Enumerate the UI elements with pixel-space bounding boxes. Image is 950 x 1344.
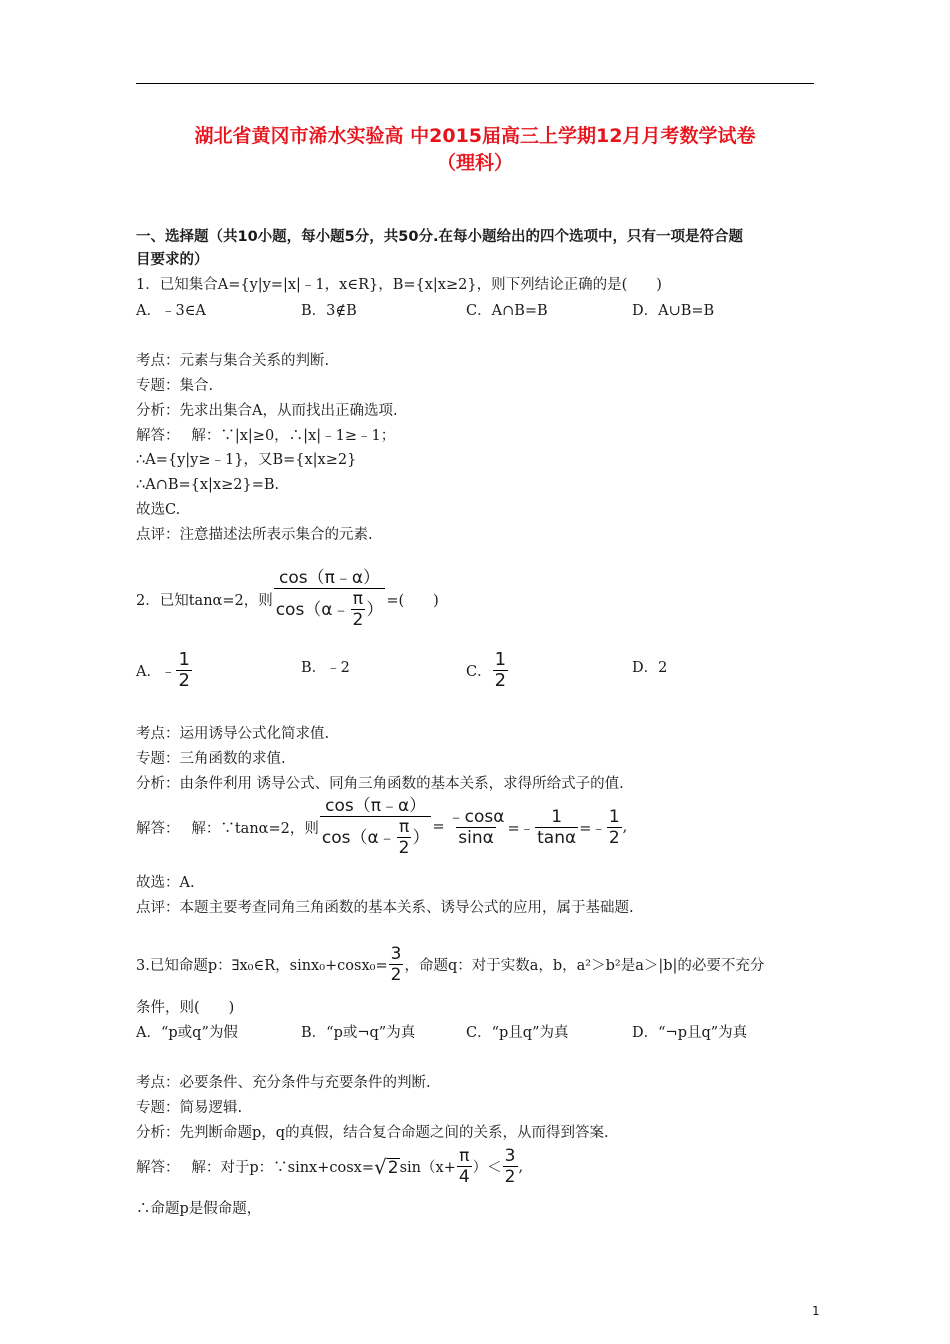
q3-option-a: A．“p或q”为假 xyxy=(136,1025,238,1041)
q2-fraction-numerator: cos（π﹣α） xyxy=(279,568,381,588)
q3-jieda-f1-den: 4 xyxy=(458,1167,470,1187)
q2-stem xyxy=(136,568,439,630)
q1-option-b: B．3∉B xyxy=(301,303,357,319)
q2-jieda-f2-den: sinα xyxy=(458,827,494,848)
q2-jieda-f4-den: 2 xyxy=(608,827,620,848)
q1-zhuanti: 专题：集合. xyxy=(136,378,214,394)
q3-jieda xyxy=(136,1146,523,1187)
q1-comment: 点评：注意描述法所表示集合的元素. xyxy=(136,527,373,543)
q2-jieda-prefix: 解答： 解：∵tanα=2，则 xyxy=(136,820,319,837)
q3-kaodian: 考点：必要条件、充分条件与充要条件的判断. xyxy=(136,1075,431,1091)
q2-jieda-f1-num: cos（π﹣α） xyxy=(325,796,427,816)
q2-option-c-fraction xyxy=(493,650,508,691)
q3-fenxi: 分析：先判断命题p，q的真假，结合复合命题之间的关系，从而得到答案. xyxy=(136,1125,609,1141)
q1-stem: 1．已知集合A={y|y=|x|﹣1，x∈R}，B={x|x≥2}，则下列结论正确的是( ) xyxy=(136,277,662,293)
section-heading-cont: 目要求的） xyxy=(136,252,209,268)
q2-option-a-fraction xyxy=(176,650,191,691)
q3-jieda-lt: ）＜ xyxy=(472,1160,502,1176)
q2-jieda-f1-den-suffix: ） xyxy=(412,827,430,848)
title-line-1: 湖北省黄冈市浠水实验高 中2015届高三上学期12月月考数学试卷 xyxy=(194,125,756,147)
q3-jieda-prefix: 解答： 解：对于p：∵sinx+cosx= xyxy=(136,1160,375,1176)
q1-jieda-line2: ∴A={y|y≥﹣1}，又B={x|x≥2} xyxy=(136,452,357,468)
q1-option-a: A．﹣3∈A xyxy=(136,303,206,319)
q3-stem-frac-den: 2 xyxy=(390,965,402,985)
q1-option-d: D．A∪B=B xyxy=(632,303,715,319)
q3-stem-prefix: 3.已知命题p：∃x₀∈R，sinx₀+cosx₀= xyxy=(136,958,388,974)
q3-zhuanti: 专题：简易逻辑. xyxy=(136,1100,243,1116)
q2-jieda-f1-den-prefix: cos（α﹣ xyxy=(321,827,396,848)
q2-comment: 点评：本题主要考查同角三角函数的基本关系、诱导公式的应用，属于基础题. xyxy=(136,900,634,916)
q2-den-pi: π xyxy=(352,589,364,609)
q2-jieda-end: , xyxy=(622,819,628,835)
q2-stem-suffix: =( ) xyxy=(386,592,439,609)
q2-den-prefix: cos（α﹣ xyxy=(275,599,350,620)
section-heading: 一、选择题（共10小题，每小题5分，共50分.在每小题给出的四个选项中，只有一项是符合题 xyxy=(136,229,743,245)
q2-option-c-label: C． xyxy=(466,664,492,680)
q1-jieda-line3: ∴A∩B={x|x≥2}=B. xyxy=(136,477,280,493)
q2-jieda-f2-num: ﹣cosα xyxy=(447,806,505,827)
q2-option-a-num: 1 xyxy=(178,649,190,670)
q3-stem-line-2: 条件，则( ) xyxy=(136,1000,235,1016)
q3-jieda-end: , xyxy=(518,1158,524,1175)
q2-jieda: 解答： 解：∵tanα=2，则 cos（π﹣α） cos（α﹣ $\frac{\pi}{2}$ ） = $\frac{﹣\cos\alpha}{\sin\alpha}$ =﹣ $\frac{1}{\tan\alpha}$ =﹣ $\frac{1}{2}$ , xyxy=(136,796,628,858)
q2-jieda-f1-den xyxy=(320,816,432,858)
radical-sign-icon: √ xyxy=(374,1154,387,1179)
q2-option-c-num: 1 xyxy=(494,649,507,670)
q2-jieda-mid: =﹣ xyxy=(507,820,535,837)
q2-option-a-label: A．﹣ xyxy=(136,664,176,680)
q2-option-c-den: 2 xyxy=(494,670,507,691)
q2-option-d: D．2 xyxy=(632,660,668,676)
q3-sqrt-arg: 2 xyxy=(387,1157,399,1178)
q1-fenxi: 分析：先求出集合A，从而找出正确选项. xyxy=(136,403,398,419)
title-line-2: （理科） xyxy=(436,152,513,174)
q1-option-c: C．A∩B=B xyxy=(466,303,548,319)
q2-jieda-fraction-4 xyxy=(607,807,622,848)
q3-jieda-f2-den: 2 xyxy=(504,1167,516,1187)
q2-fenxi: 分析：由条件利用 诱导公式、同角三角函数的基本关系，求得所给式子的值. xyxy=(136,776,624,792)
q2-jieda-f1-two: 2 xyxy=(398,838,410,858)
q2-den-two: 2 xyxy=(352,610,364,630)
q2-jieda-fraction-2 xyxy=(446,807,507,848)
q1-conclusion: 故选C. xyxy=(136,502,181,518)
q3-stem-frac-num: 3 xyxy=(390,944,402,964)
q2-stem-prefix: 2．已知tanα=2，则 xyxy=(136,592,273,609)
q3-stem xyxy=(136,944,764,985)
q2-den-pi-over-2 xyxy=(351,589,366,630)
page-number: 1 xyxy=(812,1304,820,1318)
q2-kaodian: 考点：运用诱导公式化简求值. xyxy=(136,726,330,742)
q2-option-a xyxy=(136,650,193,691)
q2-fraction-denominator xyxy=(274,588,386,630)
q1-jieda: 解答： 解：∵|x|≥0，∴|x|﹣1≥﹣1； xyxy=(136,428,396,444)
q2-jieda-f1-pi: π xyxy=(398,817,410,837)
q3-jieda-f1-num: π xyxy=(459,1146,470,1166)
q2-den-suffix: ） xyxy=(366,599,384,620)
q3-jieda-f2-num: 3 xyxy=(504,1146,516,1166)
q1-kaodian: 考点：元素与集合关系的判断. xyxy=(136,353,330,369)
q2-jieda-fraction-1 xyxy=(320,796,432,858)
q3-jieda-fraction-2 xyxy=(503,1146,518,1187)
q2-jieda-f3-den: tanα xyxy=(537,827,577,848)
q2-jieda-fraction-3 xyxy=(535,807,578,848)
q3-option-b: B．“p或¬q”为真 xyxy=(301,1025,416,1041)
q3-stem-suffix: ，命题q：对于实数a，b，a²＞b²是a＞|b|的必要不充分 xyxy=(404,958,765,974)
q3-jieda-mid: sin（x+ xyxy=(399,1160,456,1176)
q3-jieda-line-last: ∴命题p是假命题， xyxy=(136,1201,262,1217)
q3-option-d: D．“¬p且q”为真 xyxy=(632,1025,748,1041)
q3-sqrt xyxy=(374,1154,400,1179)
q2-jieda-f1-pi-over-2 xyxy=(397,817,412,858)
q3-option-c: C．“p且q”为真 xyxy=(466,1025,569,1041)
q2-option-a-den: 2 xyxy=(178,670,190,691)
q2-option-b: B．﹣2 xyxy=(301,660,350,676)
header-rule xyxy=(136,83,814,84)
q2-fraction xyxy=(274,568,386,630)
q2-option-c xyxy=(466,650,509,691)
q2-jieda-f4-num: 1 xyxy=(608,806,620,827)
q2-jieda-f3-num: 1 xyxy=(551,806,563,827)
q2-conclusion: 故选：A. xyxy=(136,875,195,891)
q3-jieda-fraction-1 xyxy=(457,1146,472,1187)
q2-zhuanti: 专题：三角函数的求值. xyxy=(136,751,286,767)
q3-stem-fraction xyxy=(389,944,404,985)
q2-jieda-eq: =﹣ xyxy=(579,820,606,837)
